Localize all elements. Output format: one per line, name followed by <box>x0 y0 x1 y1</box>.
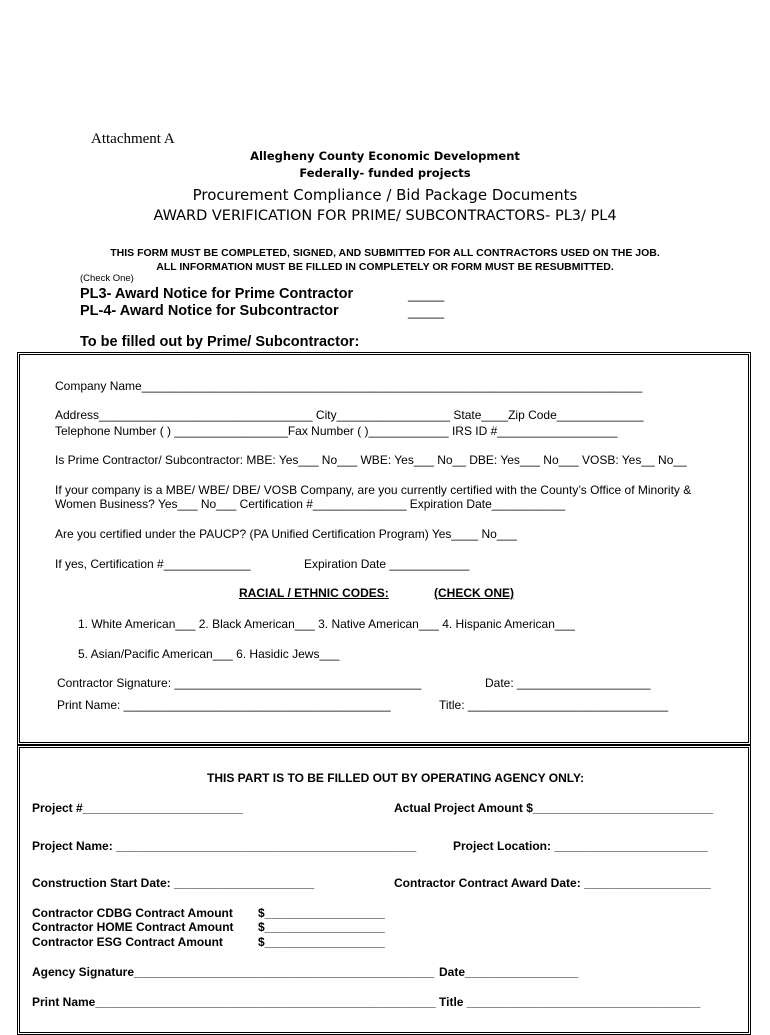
doc-title: Procurement Compliance / Bid Package Documents <box>192 186 578 204</box>
esg-amount-field[interactable]: $__________________ <box>258 935 385 949</box>
notice-line-1: THIS FORM MUST BE COMPLETED, SIGNED, AND SUBMITTED FOR ALL CONTRACTORS USED ON THE JOB. <box>110 247 660 259</box>
certification-number-field[interactable]: If yes, Certification #_____________ <box>55 557 251 571</box>
agency-print-name-field[interactable]: Print Name___________________________________________________ <box>32 995 436 1009</box>
check-one-label: (Check One) <box>80 273 134 284</box>
notice-line-2: ALL INFORMATION MUST BE FILLED IN COMPLETELY OR FORM MUST BE RESUBMITTED. <box>156 261 614 273</box>
phone-line-field[interactable]: Telephone Number ( ) _________________Fax Number ( )____________ IRS ID #__________________ <box>55 424 618 438</box>
mbe-question-line-2[interactable]: Women Business? Yes___ No___ Certification #______________ Expiration Date___________ <box>55 497 566 511</box>
esg-amount-label: Contractor ESG Contract Amount <box>32 935 223 949</box>
org-subtitle: Federally- funded projects <box>299 166 471 180</box>
prime-sub-status-field[interactable]: Is Prime Contractor/ Subcontractor: MBE: Yes___ No___ WBE: Yes___ No__ DBE: Yes___ No___ VOSB: Yes__ No__ <box>55 453 687 467</box>
home-amount-label: Contractor HOME Contract Amount <box>32 920 234 934</box>
project-amount-field[interactable]: Actual Project Amount $___________________________ <box>394 801 714 815</box>
project-name-field[interactable]: Project Name: _____________________________________________ <box>32 839 417 853</box>
attachment-label: Attachment A <box>91 131 175 147</box>
company-name-field[interactable]: Company Name___________________________________________________________________________ <box>55 379 643 393</box>
agency-title-field[interactable]: Title ___________________________________ <box>439 995 701 1009</box>
agency-section-box <box>17 745 751 1035</box>
construction-start-date-field[interactable]: Construction Start Date: _____________________ <box>32 876 315 890</box>
doc-subtitle: AWARD VERIFICATION FOR PRIME/ SUBCONTRACTORS- PL3/ PL4 <box>153 208 617 224</box>
racial-codes-check-one: (CHECK ONE) <box>434 586 514 600</box>
racial-codes-row-2[interactable]: 5. Asian/Pacific American___ 6. Hasidic Jews___ <box>78 647 340 661</box>
cdbg-amount-label: Contractor CDBG Contract Amount <box>32 906 233 920</box>
agency-signature-field[interactable]: Agency Signature_____________________________________________ <box>32 965 435 979</box>
contract-award-date-field[interactable]: Contractor Contract Award Date: ___________________ <box>394 876 711 890</box>
paucp-question[interactable]: Are you certified under the PAUCP? (PA Unified Certification Program) Yes____ No___ <box>55 527 517 541</box>
print-name-field[interactable]: Print Name: ________________________________________ <box>57 698 391 712</box>
pl3-option: PL3- Award Notice for Prime Contractor <box>80 286 354 302</box>
pl4-option: PL-4- Award Notice for Subcontractor <box>80 303 339 319</box>
contractor-signature-field[interactable]: Contractor Signature: _____________________________________ <box>57 676 422 690</box>
project-location-field[interactable]: Project Location: _______________________ <box>453 839 708 853</box>
mbe-question-line-1: If your company is a MBE/ WBE/ DBE/ VOSB Company, are you currently certified with the County’s Office of Minority & <box>55 483 692 497</box>
title-field[interactable]: Title: ______________________________ <box>439 698 669 712</box>
org-name: Allegheny County Economic Development <box>250 149 520 163</box>
pl3-checkbox-blank[interactable]: _____ <box>408 287 445 302</box>
pl4-checkbox-blank[interactable]: _____ <box>408 304 445 319</box>
cdbg-amount-field[interactable]: $__________________ <box>258 906 385 920</box>
racial-codes-heading: RACIAL / ETHNIC CODES: <box>239 586 389 600</box>
racial-codes-row-1[interactable]: 1. White American___ 2. Black American___ 3. Native American___ 4. Hispanic American___ <box>78 617 575 631</box>
filled-by-heading: To be filled out by Prime/ Subcontractor: <box>80 334 360 350</box>
home-amount-field[interactable]: $__________________ <box>258 920 385 934</box>
agency-date-field[interactable]: Date_________________ <box>439 965 579 979</box>
agency-heading: THIS PART IS TO BE FILLED OUT BY OPERATING AGENCY ONLY: <box>207 771 585 785</box>
address-line-field[interactable]: Address________________________________ City_________________ State____Zip Code_____________ <box>55 408 644 422</box>
signature-date-field[interactable]: Date: ____________________ <box>485 676 651 690</box>
expiration-date-field[interactable]: Expiration Date ____________ <box>304 557 470 571</box>
project-number-field[interactable]: Project #________________________ <box>32 801 243 815</box>
